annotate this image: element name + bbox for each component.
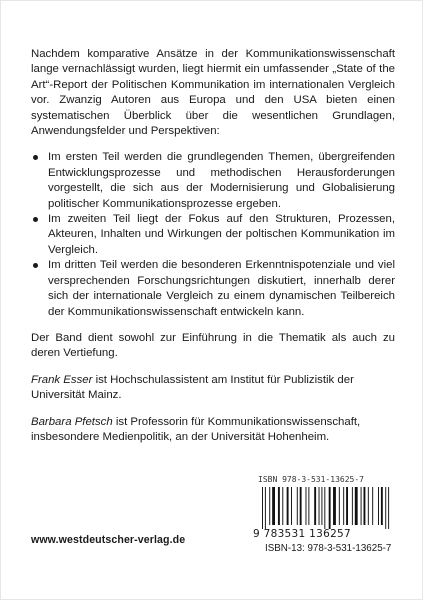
- barcode-image: [258, 487, 398, 529]
- author-bio-1: [31, 373, 395, 404]
- barcode-bar: [333, 487, 336, 525]
- list-item-part-1: Im ersten Teil werden die grundlegenden Themen, übergreifenden Entwicklungsprozesse und methodischen Herausforderungen vorgestellt, die sich aus der Modernisierung und Globalisierung politischer Kommunikationsprozesse ergeben.: [31, 150, 395, 212]
- author-name: Barbara Pfetsch: [31, 415, 113, 428]
- list-item-part-3: Im dritten Teil werden die besonderen Erkenntnispotenziale und viel versprechenden Forschungsrichtungen diskutiert, innerhalb derer sich der internationale Vergleich zu einem dynamischen Teilbereich der Kommunikationswissenschaft entwickeln kann.: [31, 258, 395, 320]
- barcode-number: 9 783531 136257: [253, 528, 352, 540]
- list-item-part-2: Im zweiten Teil liegt der Fokus auf den Strukturen, Prozessen, Akteuren, Inhalten und Wirkungen der poltischen Kommunikation im Vergleich.: [31, 212, 395, 258]
- barcode-bar: [321, 487, 322, 525]
- author-bio-text: ist Professorin für Kommunikationswissenschaft, insbesondere Medienpolitik, an der Universität Hohenheim.: [31, 415, 361, 443]
- barcode-bar: [343, 487, 344, 525]
- barcode-bar: [297, 487, 298, 525]
- barcode-bar: [339, 487, 340, 525]
- barcode-bar: [265, 487, 266, 529]
- barcode-bar: [308, 487, 309, 525]
- barcode-bar: [319, 487, 320, 525]
- barcode-bar: [361, 487, 362, 525]
- barcode-block: [253, 475, 403, 561]
- barcode-bar: [272, 487, 275, 525]
- barcode-bar: [269, 487, 270, 525]
- barcode-bar: [278, 487, 280, 525]
- barcode-bar: [368, 487, 369, 525]
- parts-list: [31, 150, 395, 319]
- barcode-bar: [287, 487, 289, 525]
- blurb: [31, 47, 395, 456]
- barcode-bar: [364, 487, 366, 525]
- publisher-website: www.westdeutscher-verlag.de: [31, 534, 186, 546]
- author-bio-2: [31, 415, 395, 446]
- barcode-bar: [314, 487, 316, 525]
- barcode-bar: [372, 487, 373, 525]
- barcode-bar: [306, 487, 307, 525]
- barcode-bar: [262, 487, 263, 529]
- isbn-label: ISBN 978-3-531-13625-7: [258, 475, 364, 484]
- barcode-bar: [300, 487, 302, 525]
- barcode-bar: [388, 487, 389, 529]
- isbn13-label: ISBN-13: 978-3-531-13625-7: [265, 543, 392, 554]
- barcode-bar: [282, 487, 283, 525]
- author-bio-text: ist Hochschulassistent am Institut für Publizistik der Universität Mainz.: [31, 373, 354, 402]
- barcode-bar: [381, 487, 383, 525]
- barcode-bar: [385, 487, 386, 529]
- barcode-bar: [291, 487, 292, 525]
- barcode-bar: [352, 487, 353, 525]
- summary-paragraph: Der Band dient sowohl zur Einführung in die Thematik als auch zu deren Vertiefung.: [31, 331, 395, 360]
- barcode-bar: [324, 487, 325, 529]
- barcode-bar: [355, 487, 358, 525]
- intro-paragraph: Nachdem komparative Ansätze in der Kommunikationswissenschaft lange vernachlässigt wurden, liegt hiermit ein umfassender „State of the Art“-Report der Politischen Kommunikation im internationalen Vergleich vor. Zwanzig Autoren aus Europa und den USA bieten einen systematischen Überblick über die wesentlichen Grundlagen, Anwendungsfelder und Perspektiven:: [31, 48, 395, 138]
- author-name: Frank Esser: [31, 373, 93, 386]
- barcode-bar: [378, 487, 379, 525]
- barcode-bar: [329, 487, 331, 529]
- barcode-bar: [346, 487, 348, 525]
